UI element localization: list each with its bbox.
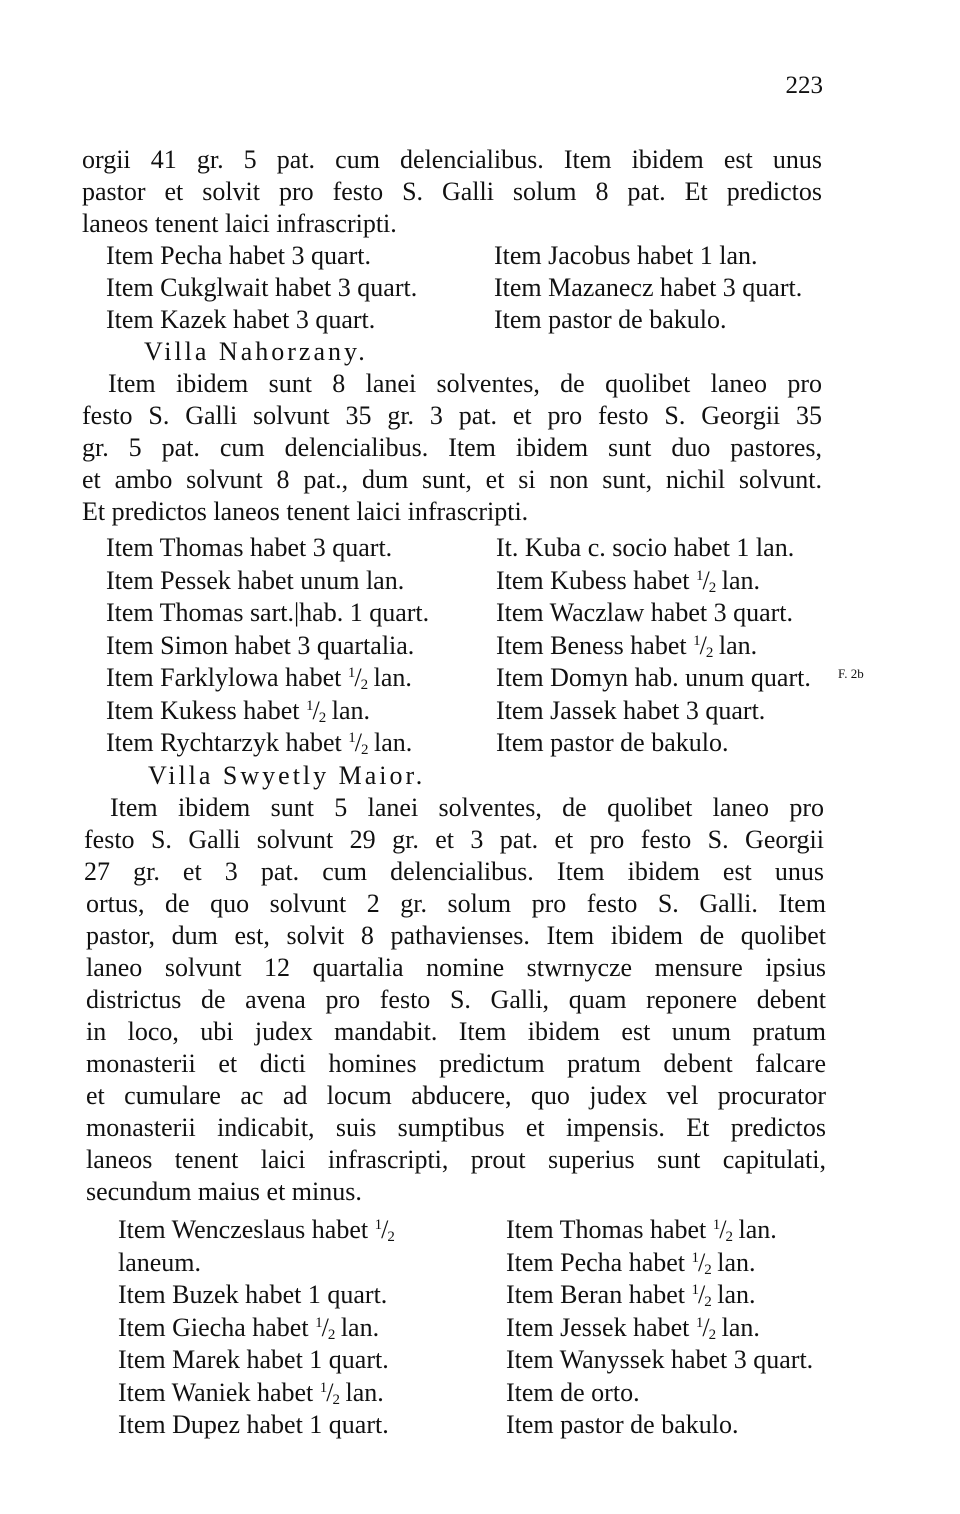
paragraph-line: laneo solvunt 12 quartalia nomine stwrnycze mensure ipsius [86,953,826,982]
list-item [506,1377,640,1409]
fraction-slash: / [698,1247,705,1277]
entry-text: Item Rychtarzyk habet [106,728,349,757]
fraction-numerator: 1 [695,1314,703,1331]
section-heading: Villa Nahorzany. [144,337,368,366]
list-item [496,727,729,759]
paragraph-line: districtus de avena pro festo S. Galli, quam reponere debent [86,985,826,1014]
fraction-numerator: 1 [306,697,313,714]
paragraph-line: orgii 41 gr. 5 pat. cum delencialibus. Item ibidem est unus [82,145,822,174]
fraction [713,1215,732,1244]
paragraph-line: pastor et solvit pro festo S. Galli solum 8 pat. Et predictos [82,177,822,206]
list-item [118,1344,389,1376]
entry-text: lan. [712,630,758,660]
fraction-numerator: 1 [347,665,355,681]
entry-text: lan. [325,695,371,725]
entry-text: Item Wanyssek habet 3 quart. [506,1345,814,1374]
paragraph-line: monasterii et dicti homines predictum pratum debent falcare [86,1049,826,1078]
fraction-numerator: 1 [348,730,355,746]
fraction-denominator: 2 [318,709,326,726]
list-item: Item Cukglwait habet 3 quart. [106,273,418,302]
paragraph-line: et cumulare ac ad locum abducere, quo judex vel procurator [86,1081,826,1110]
fraction-numerator: 1 [712,1217,720,1233]
entry-text: Item Kubess habet [496,565,697,595]
list-item [106,727,412,759]
paragraph-line: laneos tenent laici infrascripti. [82,209,397,238]
paragraph-line: festo S. Galli solvunt 35 gr. 3 pat. et pro festo S. Georgii 35 [82,401,822,430]
list-item [118,1377,384,1409]
paragraph-line: et ambo solvunt 8 pat., dum sunt, et si non sunt, nichil solvunt. [82,465,822,494]
fraction [348,663,367,692]
fraction-slash: / [719,1215,726,1244]
entry-text: Item Simon habet 3 quartalia. [106,630,415,660]
list-item [106,662,412,694]
entry-text: lan. [367,663,412,692]
list-item [496,662,811,694]
entry-text: Item pastor de bakulo. [496,728,729,757]
list-item [118,1214,394,1246]
fraction-slash: / [312,695,319,725]
paragraph-line: pastor, dum est, solvit 8 pathavienses. Item ibidem de quolibet [86,921,826,950]
list-item [506,1344,813,1376]
entry-text: Item Dupez habet 1 quart. [118,1410,389,1439]
list-item [506,1409,739,1441]
entry-text: Item Giecha habet [118,1312,316,1342]
entry-text: Item Domyn hab. unum quart. [496,663,811,692]
entry-text: Item Thomas habet [506,1215,713,1244]
paragraph-line: monasterii indicabit, suis sumptibus et impensis. Et predictos [86,1113,826,1142]
list-item [118,1247,201,1279]
fraction-denominator: 2 [705,644,713,661]
section-heading: Villa Swyetly Maior. [148,761,426,790]
entry-text: Item Farklylowa habet [106,663,348,692]
paragraph-line: Item ibidem sunt 8 lanei solventes, de quolibet laneo pro [108,369,822,398]
fraction [692,1280,711,1309]
list-item [106,695,370,727]
paragraph-line: 27 gr. et 3 pat. cum delencialibus. Item ibidem est unus [84,857,824,886]
list-item: Item Pecha habet 3 quart. [106,241,371,270]
list-item [506,1279,756,1311]
paragraph-line: in loco, ubi judex mandabit. Item ibidem est unum pratum [86,1017,826,1046]
fraction [696,1313,715,1342]
list-item [106,630,414,662]
entry-text: Item Waniek habet [118,1377,320,1407]
entry-text: Item Thomas habet 3 quart. [106,533,393,562]
paragraph-line: secundum maius et minus. [86,1177,362,1206]
entry-text: Item Buzek habet 1 quart. [118,1280,388,1309]
list-item [106,565,404,597]
fraction-denominator: 2 [704,1294,711,1310]
fraction-denominator: 2 [708,579,716,596]
fraction-slash: / [702,1312,709,1342]
fraction-numerator: 1 [696,567,703,584]
paragraph-line: Item ibidem sunt 5 lanei solventes, de quolibet laneo pro [110,793,824,822]
fraction-numerator: 1 [691,1249,699,1266]
paragraph-line: laneos tenent laici infrascripti, prout superius sunt capitulati, [86,1145,826,1174]
fraction [375,1215,394,1244]
entry-text: lan. [367,728,413,757]
entry-text: Item Kukess habet [106,695,307,725]
entry-text: lan. [338,1377,384,1407]
entry-text: lan. [715,1312,760,1342]
entry-text: Item pastor de bakulo. [506,1410,739,1439]
fraction-denominator: 2 [332,1391,339,1408]
list-item [496,597,793,629]
list-item [496,532,794,564]
list-item: Item Mazanecz habet 3 quart. [494,273,803,302]
fraction-numerator: 1 [691,1282,699,1298]
entry-text: Item Jassek habet 3 quart. [496,695,766,725]
entry-text: lan. [334,1312,380,1342]
paragraph-line: festo S. Galli solvunt 29 gr. et 3 pat. et pro festo S. Georgii [84,825,824,854]
fraction-slash: / [354,663,361,692]
fraction-slash: / [698,1280,705,1309]
fraction-slash: / [381,1215,388,1244]
entry-text: Item Wenczeslaus habet [118,1215,375,1244]
fraction-slash: / [354,728,361,757]
fraction [693,631,712,660]
entry-text: It. Kuba c. socio habet 1 lan. [496,533,795,562]
entry-text: Item Marek habet 1 quart. [118,1345,389,1374]
fraction-slash: / [699,630,706,660]
fraction-denominator: 2 [708,1326,716,1343]
entry-text: Item Beness habet [496,630,694,660]
entry-text: lan. [710,1280,756,1309]
fraction [320,1378,339,1407]
entry-text: Item Pecha habet [506,1247,692,1277]
fraction-denominator: 2 [725,1229,732,1245]
fraction [696,566,715,595]
fraction-numerator: 1 [374,1217,382,1233]
entry-text: lan. [731,1215,777,1244]
list-item: Item Jacobus habet 1 lan. [494,241,758,270]
fraction-denominator: 2 [387,1229,394,1245]
entry-text: lan. [715,565,761,595]
entry-text: Item de orto. [506,1377,640,1407]
paragraph-line: ortus, de quo solvunt 2 gr. solum pro festo S. Galli. Item [86,889,826,918]
fraction [306,696,325,725]
fraction [348,728,367,757]
list-item [496,630,757,662]
list-item [496,695,765,727]
list-item [106,597,429,629]
entry-text: Item Pessek habet unum lan. [106,565,405,595]
fraction-numerator: 1 [693,632,700,649]
list-item [106,532,392,564]
entry-text: Item Jessek habet [506,1312,696,1342]
fraction-denominator: 2 [704,1261,711,1278]
paragraph-line: gr. 5 pat. cum delencialibus. Item ibidem sunt duo pastores, [82,433,822,462]
fraction [315,1313,334,1342]
fraction-slash: / [702,565,709,595]
entry-text: lan. [710,1247,756,1277]
list-item [506,1312,760,1344]
fraction-slash: / [321,1312,328,1342]
list-item: Item pastor de bakulo. [494,305,727,334]
fraction-denominator: 2 [361,742,368,758]
fraction-denominator: 2 [327,1326,335,1343]
fraction [692,1248,711,1277]
paragraph-line: Et predictos laneos tenent laici infrascripti. [82,497,529,526]
fraction-numerator: 1 [319,1379,327,1396]
entry-text: laneum. [118,1247,202,1277]
list-item [118,1312,379,1344]
list-item [506,1247,756,1279]
entry-text: Item Thomas sart.|hab. 1 quart. [106,598,430,627]
page-number: 223 [785,72,823,99]
entry-text: Item Waczlaw habet 3 quart. [496,598,794,627]
fraction-slash: / [326,1377,333,1407]
list-item [118,1409,389,1441]
marginal-note: F. 2b [838,666,864,681]
list-item [506,1214,777,1246]
list-item [118,1279,387,1311]
fraction-denominator: 2 [360,677,368,693]
entry-text: Item Beran habet [506,1280,692,1309]
list-item [496,565,760,597]
fraction-numerator: 1 [315,1314,322,1331]
list-item: Item Kazek habet 3 quart. [106,305,376,334]
